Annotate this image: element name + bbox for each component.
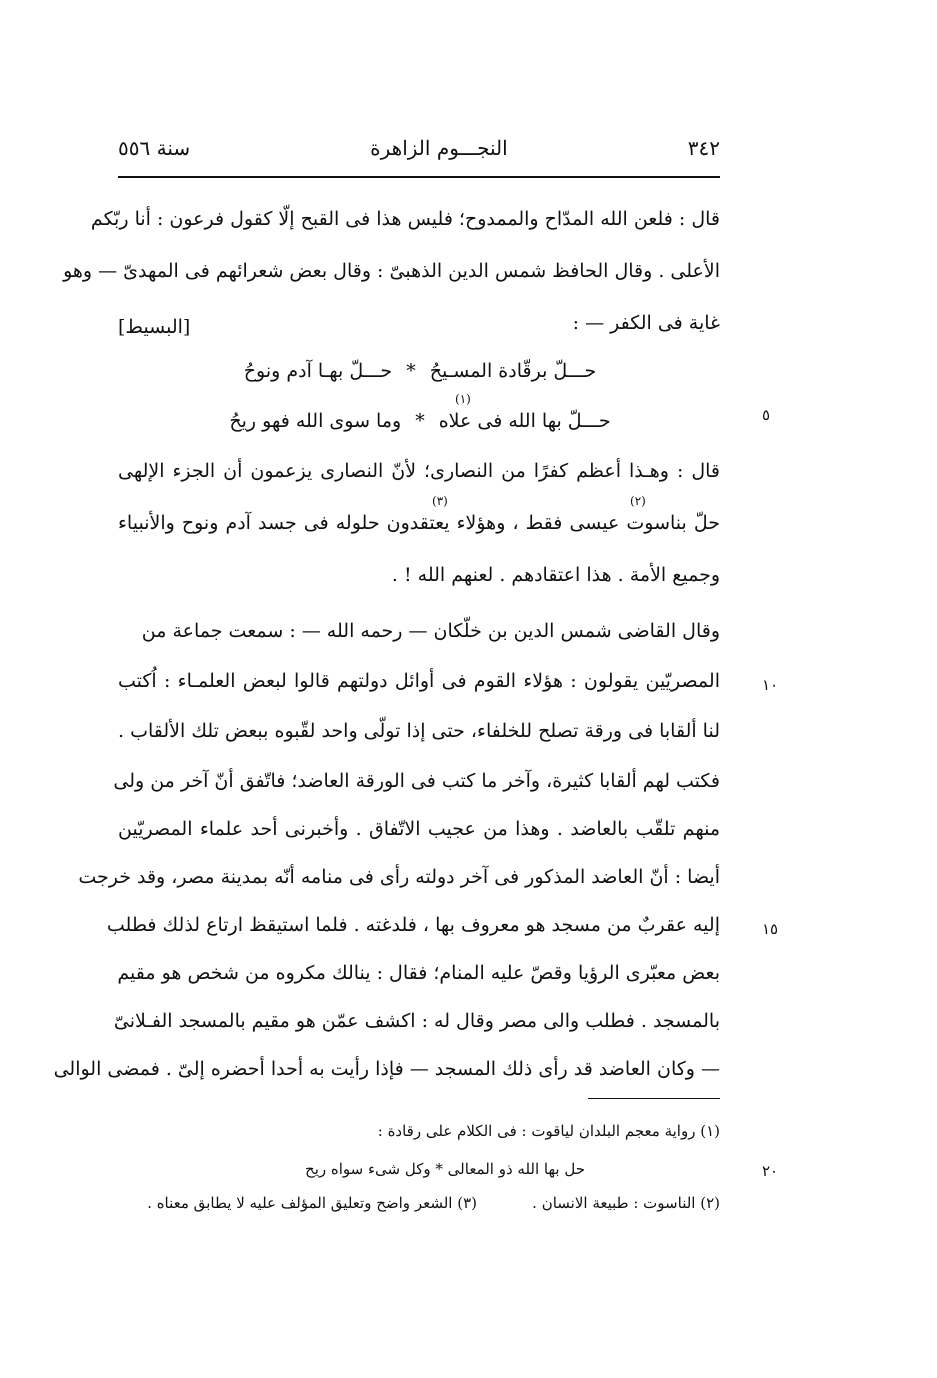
verse-hemistich: حـــلّ بها الله فى علاه [438, 410, 611, 432]
footnote: (١) رواية معجم البلدان لياقوت : فى الكلام على رقادة : [377, 1122, 720, 1140]
body-line: المصريّين يقولون : هؤلاء القوم فى أوائل دولتهم قالوا لبعض العلمـاء : اُكتب [118, 670, 720, 692]
body-line: وقال القاضى شمس الدين بن خلّكان — رحمه الله — : سمعت جماعة من [141, 620, 720, 642]
meter-label: [البسيط] [118, 316, 191, 338]
body-line: إليه عقربٌ من مسجد هو معروف بها ، فلدغته . فلما استيقظ ارتاع لذلك فطلب [106, 914, 720, 936]
running-year: سنة ٥٥٦ [118, 136, 191, 160]
body-line: قال : وهـذا أعظم كفرًا من النصارى؛ لأنّ النصارى يزعمون أن الجزء الإلهى [118, 460, 720, 482]
verse-hemistich: وما سوى الله فهو ريحُ [229, 410, 402, 432]
body-line: الأعلى . وقال الحافظ شمس الدين الذهبىّ : وقال بعض شعرائهم فى المهدىّ — وهو [63, 260, 720, 282]
body-line: أيضا : أنّ العاضد المذكور فى آخر دولته رأى فى منامه أنّه بمدينة مصر، وقد خرجت [78, 866, 720, 888]
footnote-ref: (١) [455, 392, 471, 406]
body-line: وجميع الأمة . هذا اعتقادهم . لعنهم الله ! . [391, 564, 720, 586]
body-line: غاية فى الكفر — : [572, 312, 720, 334]
footnote-rule [588, 1098, 720, 1099]
footnote-verse: حل بها الله ذو المعالى * وكل شىء سواه ريح [305, 1160, 585, 1178]
body-line: — وكان العاضد قد رأى ذلك المسجد — فإذا رأيت به أحدا أحضره إلىّ . فمضى الوالى [53, 1058, 720, 1080]
body-line: فكتب لهم ألقابا كثيرة، وآخر ما كتب فى الورقة العاضد؛ فاتّفق أنّ آخر من ولى [113, 770, 720, 792]
body-line: بالمسجد . فطلب والى مصر وقال له : اكشف عمّن هو مقيم بالمسجد الفـلانىّ [113, 1010, 720, 1032]
body-line: منهم تلقّب بالعاضد . وهذا من عجيب الاتّفاق . وأخبرنى أحد علماء المصريّين [118, 818, 720, 840]
margin-line-number: ١٠ [762, 676, 779, 694]
verse-line [230, 360, 610, 382]
body-line: قال : فلعن الله المدّاح والممدوح؛ فليس هذا فى القبح إلّا كقول فرعون : أنا ربّكم [90, 208, 720, 230]
verse-hemistich: حـــلّ بهـا آدم ونوحُ [243, 360, 393, 382]
margin-line-number: ١٥ [762, 920, 779, 938]
footnote-ref: (٣) [432, 494, 448, 508]
margin-line-number: ٢٠ [762, 1162, 779, 1180]
body-line: حلّ بناسوت عيسى فقط ، وهؤلاء يعتقدون حلوله فى جسد آدم ونوح والأنبياء [118, 512, 720, 534]
body-line: بعض معبّرى الرؤيا وقصّ عليه المنام؛ فقال : ينالك مكروه من شخص هو مقيم [117, 962, 720, 984]
page-number: ٣٤٢ [687, 136, 720, 160]
running-title: النجـــوم الزاهرة [370, 136, 508, 160]
verse-separator: * [415, 410, 425, 432]
margin-line-number: ٥ [762, 406, 771, 424]
footnote: (٣) الشعر واضح وتعليق المؤلف عليه لا يطابق معناه . [147, 1194, 477, 1212]
page-header [118, 128, 720, 168]
header-rule [118, 176, 720, 178]
verse-separator: * [406, 360, 416, 382]
verse-line [230, 410, 610, 432]
footnote: (٢) الناسوت : طبيعة الانسان . [532, 1194, 720, 1212]
body-line: لنا ألقابا فى ورقة تصلح للخلفاء، حتى إذا تولّى واحد لقّبوه ببعض تلك الألقاب . [118, 720, 720, 742]
footnote-ref: (٢) [630, 494, 646, 508]
verse-hemistich: حـــلّ برقّادة المسـيحُ [429, 360, 597, 382]
